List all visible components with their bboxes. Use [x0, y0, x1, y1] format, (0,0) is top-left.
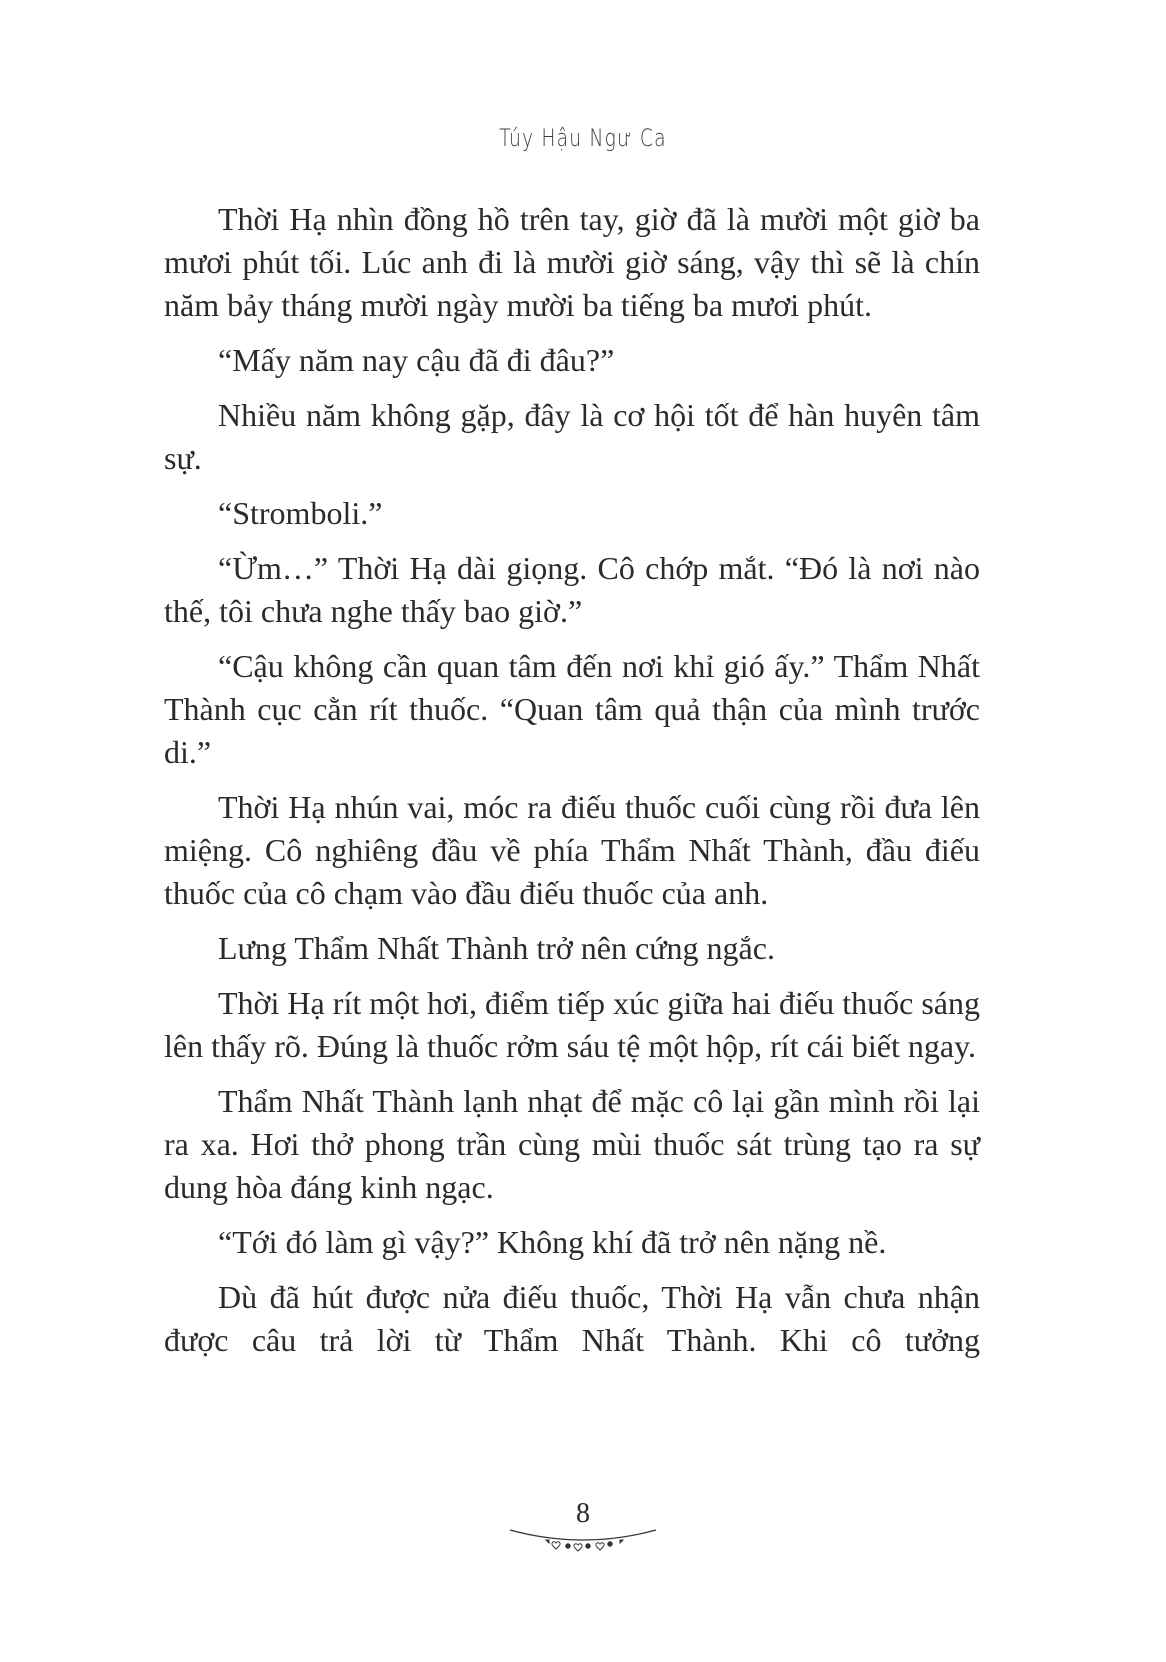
paragraph: Thời Hạ nhún vai, móc ra điếu thuốc cuối cùng rồi đưa lên miệng. Cô nghiêng đầu về phía Thẩm Nhất Thành, đầu điếu thuốc của cô chạm vào đầu điếu thuốc của anh. — [164, 789, 980, 911]
paragraph: Thời Hạ nhìn đồng hồ trên tay, giờ đã là mười một giờ ba mươi phút tối. Lúc anh đi là mười giờ sáng, vậy thì sẽ là chín năm bảy tháng mười ngày mười ba tiếng ba mươi phút. — [164, 201, 980, 323]
paragraph: Dù đã hút được nửa điếu thuốc, Thời Hạ vẫn chưa nhận được câu trả lời từ Thẩm Nhất Thành. Khi cô tưởng — [164, 1279, 980, 1358]
paragraph: Nhiều năm không gặp, đây là cơ hội tốt để hàn huyên tâm sự. — [164, 397, 980, 476]
page-number: 8 — [576, 1498, 590, 1529]
paragraph: Thẩm Nhất Thành lạnh nhạt để mặc cô lại gần mình rồi lại ra xa. Hơi thở phong trần cùng mùi thuốc sát trùng tạo ra sự dung hòa đáng kinh ngạc. — [164, 1083, 980, 1205]
body-text — [164, 198, 980, 1374]
paragraph: Thời Hạ rít một hơi, điểm tiếp xúc giữa hai điếu thuốc sáng lên thấy rõ. Đúng là thuốc rởm sáu tệ một hộp, rít cái biết ngay. — [164, 985, 980, 1064]
paragraph: “Stromboli.” — [218, 495, 383, 531]
paragraph: “Tới đó làm gì vậy?” Không khí đã trở nên nặng nề. — [218, 1224, 887, 1260]
heart-garland-ornament-icon — [508, 1526, 658, 1556]
paragraph: Lưng Thẩm Nhất Thành trở nên cứng ngắc. — [218, 930, 775, 966]
paragraph: “Mấy năm nay cậu đã đi đâu?” — [218, 342, 615, 378]
paragraph: “Cậu không cần quan tâm đến nơi khỉ gió ấy.” Thẩm Nhất Thành cục cằn rít thuốc. “Quan tâm quả thận của mình trước di.” — [164, 648, 980, 770]
running-header: Túy Hậu Ngư Ca — [499, 124, 667, 152]
paragraph: “Ừm…” Thời Hạ dài giọng. Cô chớp mắt. “Đó là nơi nào thế, tôi chưa nghe thấy bao giờ.” — [164, 550, 980, 629]
